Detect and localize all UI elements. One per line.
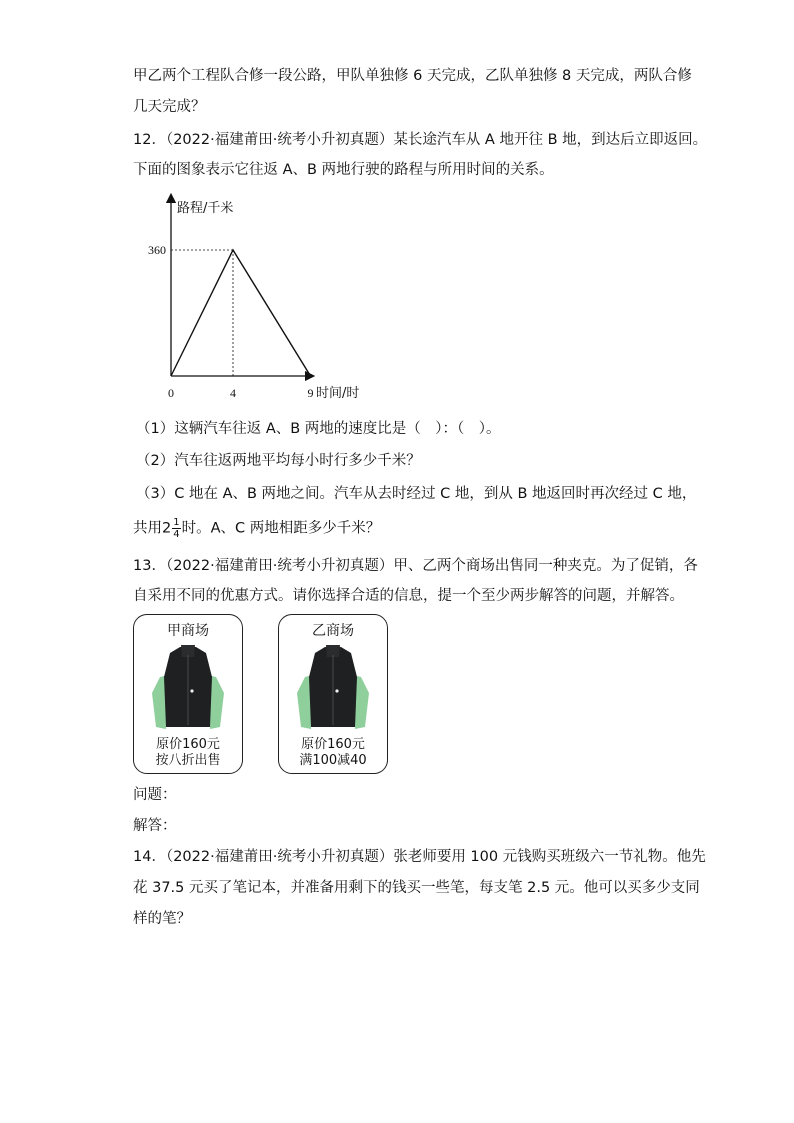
store-card-yi bbox=[278, 614, 388, 774]
q12-sub-3-line-2 bbox=[133, 517, 380, 540]
q12-sub-3-line-1: （3）C 地在 A、B 两地之间。汽车从去时经过 C 地，到从 B 地返回时再次经过 C 地， bbox=[136, 486, 697, 502]
store-price: 原价160元 bbox=[156, 737, 220, 752]
mixed-number-whole: 2 bbox=[162, 520, 172, 537]
intro-line-2: 几天完成？ bbox=[133, 99, 206, 115]
q13-line-1: 13．（2022·福建莆田·统考小升初真题）甲、乙两个商场出售同一种夹克。为了促销，各 bbox=[133, 558, 698, 574]
x-axis-label: 时间/时 bbox=[316, 386, 360, 401]
q14-line-1: 14．（2022·福建莆田·统考小升初真题）张老师要用 100 元钱购买班级六一节礼物。他先 bbox=[133, 849, 706, 865]
q12-line-2: 下面的图象表示它往返 A、B 两地行驶的路程与所用时间的关系。 bbox=[133, 162, 554, 178]
q12-sub-3-prefix: 共用 bbox=[133, 520, 162, 537]
y-axis-label: 路程/千米 bbox=[177, 201, 234, 216]
store-desc bbox=[279, 737, 387, 769]
q12-sub-3-suffix: 时。A、C 两地相距多少千米？ bbox=[181, 520, 381, 537]
q12-line-1: 12．（2022·福建莆田·统考小升初真题）某长途汽车从 A 地开往 B 地，到达后立即返回。 bbox=[133, 132, 708, 148]
q14-line-2: 花 37.5 元买了笔记本，并准备用剩下的钱买一些笔，每支笔 2.5 元。他可以买多少支同 bbox=[133, 880, 700, 896]
y-tick-label: 360 bbox=[148, 243, 166, 257]
store-name: 甲商场 bbox=[167, 623, 209, 639]
store-price: 原价160元 bbox=[301, 737, 365, 752]
answer-label: 解答： bbox=[133, 818, 177, 834]
fraction-denominator: 4 bbox=[173, 529, 180, 540]
store-card-jia bbox=[133, 614, 243, 774]
store-offer: 满100减40 bbox=[299, 753, 367, 768]
q12-sub-1: （1）这辆汽车往返 A、B 两地的速度比是（ ）：（ ）。 bbox=[136, 421, 501, 437]
fraction-numerator: 1 bbox=[173, 517, 180, 528]
series-line bbox=[171, 250, 311, 376]
x-tick-label: 9 bbox=[307, 386, 314, 400]
q12-sub-2: （2）汽车往返两地平均每小时行多少千米？ bbox=[136, 453, 421, 469]
question-label: 问题： bbox=[133, 787, 177, 803]
store-offer: 按八折出售 bbox=[155, 753, 221, 768]
store-name: 乙商场 bbox=[312, 623, 354, 639]
x-tick-label: 4 bbox=[230, 386, 236, 400]
fraction bbox=[172, 517, 180, 540]
store-desc bbox=[134, 737, 242, 769]
x-tick-label: 0 bbox=[168, 386, 174, 400]
jacket-image bbox=[293, 641, 373, 733]
q14-line-3: 样的笔？ bbox=[133, 911, 191, 927]
q13-line-2: 自采用不同的优惠方式。请你选择合适的信息，提一个至少两步解答的问题，并解答。 bbox=[133, 588, 684, 604]
intro-line-1: 甲乙两个工程队合修一段公路，甲队单独修 6 天完成，乙队单独修 8 天完成，两队合修 bbox=[133, 68, 692, 84]
distance-time-chart bbox=[140, 190, 380, 405]
jacket-image bbox=[148, 641, 228, 733]
